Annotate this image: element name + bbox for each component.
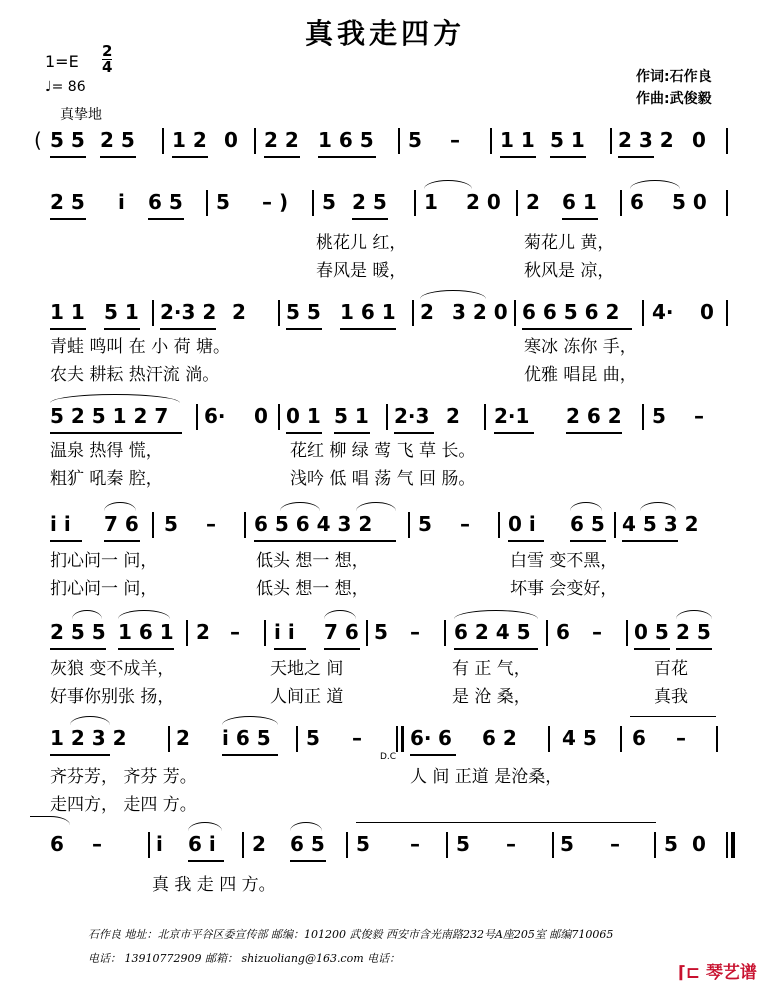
notation-row-5: i i 7 6 5 – 6 5 6 4 3 2 5 – 0 i 6 5 4 5 3 2 [0, 508, 770, 548]
lyrics-row-6a: 灰狼 变不成羊， 天地之 间 有 正 气， 百花 [50, 659, 688, 679]
quarter-note-icon: ♩ [45, 79, 52, 95]
lyrics-row-5b: 扪心问一 问， 低头 想一 想， 坏事 会变好， [50, 579, 618, 599]
lyrics-row-2b: 春风是 暖， 秋风是 凉， [316, 261, 615, 281]
lyrics-row-4a: 温泉 热得 慌， 花红 柳 绿 莺 飞 草 长。 [50, 441, 476, 461]
lyrics-row-7b: 走四方， 走四 方。 [50, 795, 197, 815]
key-signature: 1=E [45, 52, 79, 71]
notation-row-4: 5 2 5 1 2 7 6· 0 0 1 5 1 2·3 2 2·1 2 6 2 5 – [0, 400, 770, 440]
footer-address: 石作良 地址：北京市平谷区委宣传部 邮编：101200 武俊毅 西安市含光南路232号A座205室 邮编710065 [88, 928, 614, 941]
notation-row-2: 2 5 i 6 5 5 – ) 5 2 5 1 2 0 2 6 1 6 5 0 [0, 186, 770, 226]
footer-contact: 电话： 13910772909 邮箱： shizuoliang@163.com 电话： [88, 952, 401, 965]
notation-row-8: 6 – i 6 i 2 6 5 5 – 5 – 5 – 5 0 [0, 828, 770, 868]
notation-row-6: 2 5 5 1 6 1 2 – i i 7 6 5 – 6 2 4 5 6 – 0 5 2 5 [0, 616, 770, 656]
dc-mark: D.C [380, 752, 397, 762]
lyrics-row-3b: 农夫 耕耘 热汗流 淌。 优雅 唱昆 曲， [50, 365, 637, 385]
notation-row-7: 1 2 3 2 2 i 6 5 5 – 6· 6 6 2 4 5 6 – [0, 722, 770, 762]
lyrics-row-7a: 齐芬芳， 齐芬 芳。 人 间 正道 是沧桑， [50, 767, 563, 787]
composer-credit: 作曲:武俊毅 [636, 91, 712, 107]
site-logo[interactable]: ⌈⊏ 琴艺谱 [678, 963, 757, 983]
tempo-mark: ♩= 86 [45, 79, 86, 95]
notation-row-1: ( 5 5 2 5 1 2 0 2 2 1 6 5 5 – 1 1 5 1 2 3 2 0 [0, 124, 770, 164]
lyrics-row-2a: 桃花儿 红， 菊花儿 黄， [316, 233, 615, 253]
logo-mark-icon: ⌈⊏ [678, 963, 701, 983]
lyrics-row-8: 真 我 走 四 方。 [152, 875, 276, 895]
lyrics-row-3a: 青蛙 鸣叫 在 小 荷 塘。 寒冰 冻你 手， [50, 337, 637, 357]
score-title: 真我走四方 [304, 17, 465, 50]
lyrics-row-6b: 好事你别张 扬， 人间正 道 是 沧 桑， 真我 [50, 687, 688, 707]
lyrics-row-4b: 粗犷 吼秦 腔， 浅吟 低 唱 荡 气 回 肠。 [50, 469, 476, 489]
lyricist-credit: 作词:石作良 [636, 69, 712, 85]
time-signature: 2 4 [102, 42, 113, 76]
notation-row-3: 1 1 5 1 2·3 2 2 5 5 1 6 1 2 3 2 0 6 6 5 6 2 4· 0 [0, 296, 770, 336]
expression-mark: 真挚地 [60, 107, 102, 123]
lyrics-row-5a: 扪心问一 问， 低头 想一 想， 白雪 变不黑， [50, 551, 618, 571]
